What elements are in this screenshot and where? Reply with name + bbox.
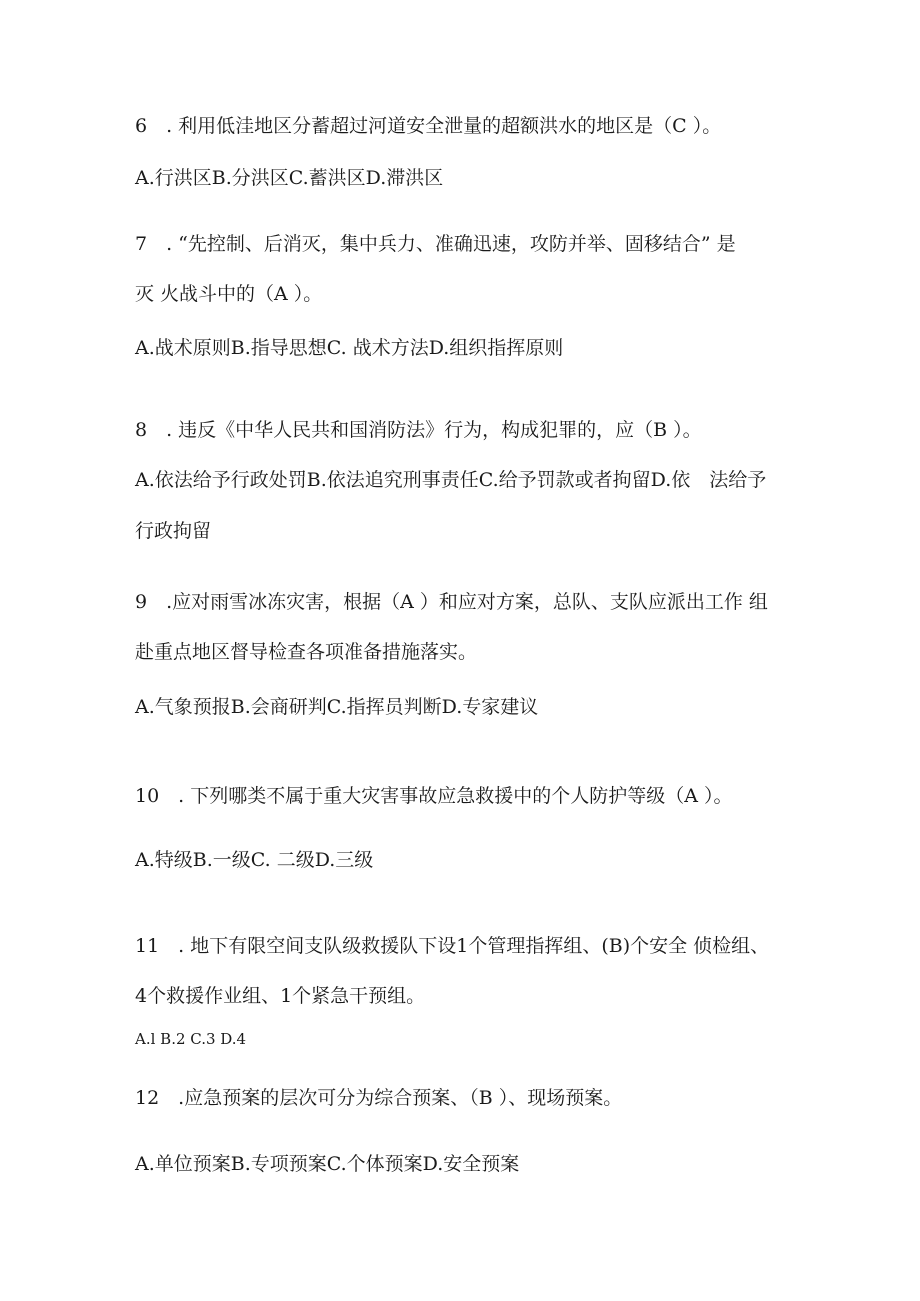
- question-11-options-line-1: A.l B.2 C.3 D.4: [135, 1030, 247, 1048]
- question-8-options-line-2: 行政拘留: [135, 520, 212, 542]
- question-7-options-line-1: A.战术原则B.指导思想C. 战术方法D.组织指挥原则: [135, 337, 564, 359]
- question-8-options-line-1: A.依法给予行政处罚B.依法追究刑事责任C.给予罚款或者拘留D.依 法给予: [135, 469, 767, 491]
- question-6-options-line-1: A.行洪区B.分洪区C.蓄洪区D.滞洪区: [135, 167, 444, 189]
- question-10-options-line-1: A.特级B.一级C. 二级D.三级: [135, 849, 374, 871]
- question-8-stem-line-1: 8 . 违反《中华人民共和国消防法》行为，构成犯罪的，应（B ）。: [135, 419, 702, 441]
- question-11-stem-line-2: 4个救援作业组、1个紧急干预组。: [135, 985, 426, 1007]
- question-7-stem-line-2: 灭 火战斗中的（A ）。: [135, 283, 323, 305]
- question-10-stem-line-1: 10 . 下列哪类不属于重大灾害事故应急救援中的个人防护等级（A ）。: [135, 785, 733, 807]
- question-11-stem-line-1: 11 . 地下有限空间支队级救援队下设1个管理指挥组、(B)个安全 侦检组、: [135, 935, 770, 957]
- question-12-options-line-1: A.单位预案B.专项预案C.个体预案D.安全预案: [135, 1153, 520, 1175]
- question-9-options-line-1: A.气象预报B.会商研判C.指挥员判断D.专家建议: [135, 696, 539, 718]
- question-7-stem-line-1: 7 . “先控制、后消灭，集中兵力、准确迅速，攻防并举、固移结合” 是: [135, 233, 736, 255]
- question-6-stem-line-1: 6 . 利用低洼地区分蓄超过河道安全泄量的超额洪水的地区是（C ）。: [135, 115, 722, 137]
- question-9-stem-line-2: 赴重点地区督导检查各项准备措施落实。: [135, 641, 478, 663]
- question-12-stem-line-1: 12 .应急预案的层次可分为综合预案、（B ）、现场预案。: [135, 1087, 623, 1109]
- question-9-stem-line-1: 9 .应对雨雪冰冻灾害，根据（A ）和应对方案，总队、支队应派出工作 组: [135, 591, 768, 613]
